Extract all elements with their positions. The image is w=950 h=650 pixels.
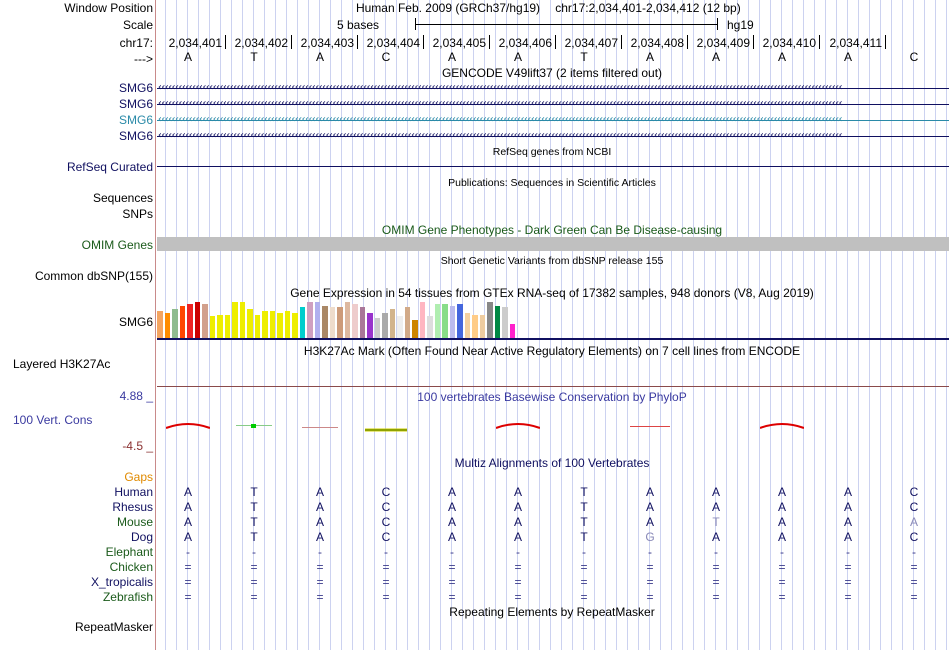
alignment-base: T xyxy=(580,485,588,499)
refseq-label[interactable]: RefSeq Curated xyxy=(66,160,153,174)
gtex-tissue-bar[interactable] xyxy=(195,302,201,338)
grid-line xyxy=(561,0,562,650)
refseq-gene-line[interactable] xyxy=(157,166,949,167)
gtex-tissue-bar[interactable] xyxy=(457,304,463,338)
alignment-base: A xyxy=(315,515,325,529)
alignment-base: = xyxy=(646,560,654,574)
alignment-base: = xyxy=(514,560,522,574)
publications-label-sequences[interactable]: Sequences xyxy=(92,191,153,205)
alignment-base: = xyxy=(712,575,720,589)
alignment-base: A xyxy=(777,530,787,544)
refseq-title: RefSeq genes from NCBI xyxy=(492,146,612,158)
alignment-base: = xyxy=(778,575,786,589)
gtex-tissue-bar[interactable] xyxy=(405,307,411,338)
gencode-track-label[interactable]: SMG6 xyxy=(118,113,153,127)
window-position-label: Window Position xyxy=(64,1,153,15)
position-label: 2,034,405 xyxy=(432,36,486,50)
gtex-tissue-bar[interactable] xyxy=(240,302,246,338)
gtex-tissue-bar[interactable] xyxy=(300,307,306,338)
grid-line xyxy=(858,0,859,650)
alignment-base: C xyxy=(909,500,919,514)
species-label[interactable]: Human xyxy=(114,485,153,499)
alignment-base: - xyxy=(714,545,718,559)
alignment-base: = xyxy=(910,590,918,604)
scale-bar-left-tick xyxy=(415,18,416,30)
alignment-base: - xyxy=(846,545,850,559)
alignment-base: A xyxy=(777,515,787,529)
reference-base: A xyxy=(447,50,457,64)
grid-line xyxy=(440,0,441,650)
grid-line xyxy=(869,0,870,650)
alignment-base: A xyxy=(315,485,325,499)
species-label[interactable]: Zebrafish xyxy=(102,590,153,604)
alignment-base: = xyxy=(844,590,852,604)
scale-label: Scale xyxy=(122,18,153,32)
gtex-tissue-bar[interactable] xyxy=(255,315,261,338)
alignment-base: = xyxy=(184,575,192,589)
alignment-base: T xyxy=(250,530,258,544)
gtex-tissue-bar[interactable] xyxy=(495,306,501,338)
omim-gene-bar[interactable] xyxy=(157,237,949,251)
gaps-label[interactable]: Gaps xyxy=(124,470,153,484)
alignment-base: A xyxy=(183,530,193,544)
conservation-max: 4.88 _ xyxy=(119,389,153,403)
assembly-name: Human Feb. 2009 (GRCh37/hg19) xyxy=(355,1,541,15)
alignment-base: = xyxy=(844,575,852,589)
position-label: 2,034,407 xyxy=(564,36,618,50)
reference-base: C xyxy=(381,50,391,64)
alignment-base: A xyxy=(315,530,325,544)
publications-title: Publications: Sequences in Scientific Articles xyxy=(448,177,656,189)
grid-line xyxy=(550,0,551,650)
species-label[interactable]: Dog xyxy=(130,530,153,544)
position-label: 2,034,403 xyxy=(300,36,354,50)
alignment-base: T xyxy=(712,515,720,529)
alignment-base: C xyxy=(381,485,391,499)
alignment-base: = xyxy=(382,590,390,604)
grid-line xyxy=(528,0,529,650)
scale-bar-right-tick xyxy=(717,18,718,30)
alignment-base: = xyxy=(250,575,258,589)
grid-line xyxy=(671,0,672,650)
position-label: 2,034,411 xyxy=(829,36,882,50)
gtex-tissue-bar[interactable] xyxy=(397,316,403,338)
reference-base: T xyxy=(580,50,588,64)
omim-label[interactable]: OMIM Genes xyxy=(81,238,153,252)
alignment-base: A xyxy=(843,500,853,514)
reference-base: C xyxy=(909,50,919,64)
alignment-base: A xyxy=(183,485,193,499)
repeatmasker-label[interactable]: RepeatMasker xyxy=(74,620,153,634)
gtex-tissue-bar[interactable] xyxy=(232,302,238,338)
grid-line xyxy=(605,0,606,650)
alignment-base: = xyxy=(778,590,786,604)
position-label: 2,034,409 xyxy=(696,36,750,50)
alignment-base: = xyxy=(910,560,918,574)
alignment-base: = xyxy=(580,575,588,589)
grid-line xyxy=(946,0,947,650)
grid-line xyxy=(770,0,771,650)
omim-title: OMIM Gene Phenotypes - Dark Green Can Be Disease-causing xyxy=(381,223,723,237)
reference-base: A xyxy=(513,50,523,64)
grid-line xyxy=(759,0,760,650)
alignment-base: A xyxy=(513,530,523,544)
gtex-tissue-bar[interactable] xyxy=(337,307,343,338)
alignment-base: A xyxy=(645,500,655,514)
alignment-base: C xyxy=(909,530,919,544)
alignment-base: = xyxy=(184,560,192,574)
alignment-base: A xyxy=(315,500,325,514)
gtex-tissue-bar[interactable] xyxy=(472,315,478,338)
alignment-base: = xyxy=(712,560,720,574)
grid-line xyxy=(814,0,815,650)
grid-line xyxy=(737,0,738,650)
alignment-base: = xyxy=(910,575,918,589)
grid-line xyxy=(935,0,936,650)
alignment-base: = xyxy=(514,590,522,604)
position-label: 2,034,408 xyxy=(630,36,684,50)
gencode-track-label[interactable]: SMG6 xyxy=(118,81,153,95)
position-tick xyxy=(885,35,886,49)
grid-line xyxy=(572,0,573,650)
grid-line xyxy=(660,0,661,650)
gtex-tissue-bar[interactable] xyxy=(450,306,456,338)
multiz-title: Multiz Alignments of 100 Vertebrates xyxy=(454,456,650,470)
grid-line xyxy=(924,0,925,650)
species-label[interactable]: Mouse xyxy=(116,515,153,529)
alignment-base: = xyxy=(316,575,324,589)
alignment-base: T xyxy=(250,515,258,529)
gtex-tissue-bar[interactable] xyxy=(412,320,418,338)
grid-line xyxy=(616,0,617,650)
grid-line xyxy=(792,0,793,650)
gtex-tissue-bar[interactable] xyxy=(292,313,298,338)
alignment-base: A xyxy=(183,500,193,514)
gtex-tissue-bar[interactable] xyxy=(427,316,433,338)
alignment-base: A xyxy=(447,515,457,529)
gtex-tissue-bar[interactable] xyxy=(420,302,426,338)
grid-line xyxy=(275,0,276,650)
alignment-base: - xyxy=(384,545,388,559)
gtex-tissue-bar[interactable] xyxy=(435,304,441,338)
alignment-base: A xyxy=(513,485,523,499)
alignment-base: - xyxy=(450,545,454,559)
position-label: 2,034,402 xyxy=(234,36,288,50)
alignment-base: - xyxy=(252,545,256,559)
position-label: 2,034,401 xyxy=(168,36,222,50)
gtex-label[interactable]: SMG6 xyxy=(118,315,153,329)
publications-label-snps[interactable]: SNPs xyxy=(122,207,153,221)
dbsnp-title: Short Genetic Variants from dbSNP release 155 xyxy=(440,255,664,267)
gtex-tissue-bar[interactable] xyxy=(157,311,163,338)
grid-line xyxy=(726,0,727,650)
alignment-base: A xyxy=(777,500,787,514)
grid-line xyxy=(539,0,540,650)
alignment-base: A xyxy=(183,515,193,529)
gtex-tissue-bar[interactable] xyxy=(442,304,448,338)
gtex-tissue-bar[interactable] xyxy=(367,313,373,338)
gtex-tissue-bar[interactable] xyxy=(172,309,178,338)
reference-base: A xyxy=(843,50,853,64)
repeatmasker-title: Repeating Elements by RepeatMasker xyxy=(449,605,655,619)
strand-chevrons: ‹‹‹‹‹‹‹‹‹‹‹‹‹‹‹‹‹‹‹‹‹‹‹‹‹‹‹‹‹‹‹‹‹‹‹‹‹‹‹‹‹‹‹‹‹‹‹‹‹‹‹‹‹‹‹‹‹‹‹‹‹‹‹‹‹‹‹‹‹‹‹‹‹‹‹‹‹‹‹‹‹‹‹‹‹‹‹‹‹‹‹‹‹‹‹‹‹‹‹‹‹‹‹‹‹‹‹‹‹‹‹‹‹‹‹‹‹‹‹‹‹‹‹‹‹‹‹‹‹‹‹‹‹‹‹‹‹‹‹‹‹‹‹‹‹‹‹‹‹‹‹‹‹‹‹‹‹‹‹‹‹‹‹‹‹‹‹‹‹‹‹‹‹‹‹‹‹‹‹‹‹‹‹‹‹‹‹‹‹‹‹‹‹‹‹‹‹‹‹‹ xyxy=(157,99,842,109)
scale-bases: 5 bases xyxy=(337,18,380,32)
reference-base: A xyxy=(645,50,655,64)
alignment-base: = xyxy=(250,590,258,604)
alignment-base: A xyxy=(447,485,457,499)
position-label: 2,034,410 xyxy=(762,36,816,50)
alignment-base: - xyxy=(780,545,784,559)
gtex-tissue-bar[interactable] xyxy=(277,313,283,338)
alignment-base: A xyxy=(513,500,523,514)
reference-base: A xyxy=(711,50,721,64)
species-label[interactable]: Elephant xyxy=(105,545,153,559)
alignment-base: A xyxy=(645,515,655,529)
position-label: 2,034,404 xyxy=(366,36,420,50)
window-position-value[interactable]: chr17:2,034,401-2,034,412 (12 bp) xyxy=(555,1,741,15)
alignment-base: A xyxy=(645,485,655,499)
conservation-title: 100 vertebrates Basewise Conservation by PhyloP xyxy=(417,390,687,404)
alignment-base: - xyxy=(582,545,586,559)
gencode-track-label[interactable]: SMG6 xyxy=(118,97,153,111)
alignment-base: = xyxy=(448,590,456,604)
gtex-tissue-bar[interactable] xyxy=(465,313,471,338)
alignment-base: A xyxy=(711,485,721,499)
scale-bar xyxy=(415,24,718,25)
reference-base: T xyxy=(250,50,258,64)
gtex-tissue-bar[interactable] xyxy=(382,313,388,338)
alignment-base: G xyxy=(645,530,655,544)
alignment-base: A xyxy=(843,530,853,544)
gencode-title: GENCODE V49lift37 (2 items filtered out) xyxy=(441,66,663,80)
h3k27ac-label[interactable]: Layered H3K27Ac xyxy=(13,357,111,371)
grid-line xyxy=(627,0,628,650)
alignment-base: = xyxy=(448,575,456,589)
gtex-tissue-bar[interactable] xyxy=(180,306,186,338)
gtex-tissue-bar[interactable] xyxy=(352,304,358,338)
alignment-base: C xyxy=(381,530,391,544)
gtex-tissue-bar[interactable] xyxy=(330,307,336,338)
strand-chevrons: ‹‹‹‹‹‹‹‹‹‹‹‹‹‹‹‹‹‹‹‹‹‹‹‹‹‹‹‹‹‹‹‹‹‹‹‹‹‹‹‹‹‹‹‹‹‹‹‹‹‹‹‹‹‹‹‹‹‹‹‹‹‹‹‹‹‹‹‹‹‹‹‹‹‹‹‹‹‹‹‹‹‹‹‹‹‹‹‹‹‹‹‹‹‹‹‹‹‹‹‹‹‹‹‹‹‹‹‹‹‹‹‹‹‹‹‹‹‹‹‹‹‹‹‹‹‹‹‹‹‹‹‹‹‹‹‹‹‹‹‹‹‹‹‹‹‹‹‹‹‹‹‹‹‹‹‹‹‹‹‹‹‹‹‹‹‹‹‹‹‹‹‹‹‹‹‹‹‹‹‹‹‹‹‹‹‹‹‹‹‹‹‹‹‹‹‹‹‹‹‹ xyxy=(157,115,842,125)
conservation-label[interactable]: 100 Vert. Cons xyxy=(13,413,93,427)
alignment-base: A xyxy=(843,515,853,529)
alignment-base: T xyxy=(580,500,588,514)
grid-line xyxy=(748,0,749,650)
gtex-tissue-bar[interactable] xyxy=(360,307,366,338)
gtex-tissue-bar[interactable] xyxy=(187,304,193,338)
alignment-base: T xyxy=(580,530,588,544)
alignment-base: C xyxy=(381,515,391,529)
alignment-base: T xyxy=(250,500,258,514)
h3k27ac-title: H3K27Ac Mark (Often Found Near Active Regulatory Elements) on 7 cell lines from ENCODE xyxy=(303,344,801,358)
grid-line xyxy=(825,0,826,650)
grid-line xyxy=(902,0,903,650)
species-label[interactable]: X_tropicalis xyxy=(90,575,153,589)
gtex-tissue-bar[interactable] xyxy=(262,311,268,338)
strand-chevrons: ‹‹‹‹‹‹‹‹‹‹‹‹‹‹‹‹‹‹‹‹‹‹‹‹‹‹‹‹‹‹‹‹‹‹‹‹‹‹‹‹‹‹‹‹‹‹‹‹‹‹‹‹‹‹‹‹‹‹‹‹‹‹‹‹‹‹‹‹‹‹‹‹‹‹‹‹‹‹‹‹‹‹‹‹‹‹‹‹‹‹‹‹‹‹‹‹‹‹‹‹‹‹‹‹‹‹‹‹‹‹‹‹‹‹‹‹‹‹‹‹‹‹‹‹‹‹‹‹‹‹‹‹‹‹‹‹‹‹‹‹‹‹‹‹‹‹‹‹‹‹‹‹‹‹‹‹‹‹‹‹‹‹‹‹‹‹‹‹‹‹‹‹‹‹‹‹‹‹‹‹‹‹‹‹‹‹‹‹‹‹‹‹‹‹‹‹‹‹‹‹ xyxy=(157,83,842,93)
alignment-base: C xyxy=(909,485,919,499)
dbsnp-label[interactable]: Common dbSNP(155) xyxy=(34,269,153,283)
alignment-base: = xyxy=(316,590,324,604)
alignment-base: T xyxy=(580,515,588,529)
alignment-base: = xyxy=(316,560,324,574)
gtex-title: Gene Expression in 54 tissues from GTEx RNA-seq of 17382 samples, 948 donors (V8, Aug 2019) xyxy=(290,286,814,300)
gtex-tissue-bar[interactable] xyxy=(270,311,276,338)
gtex-tissue-bar[interactable] xyxy=(487,302,493,338)
gtex-tissue-bar[interactable] xyxy=(502,307,508,338)
gtex-tissue-bar[interactable] xyxy=(390,309,396,338)
grid-line xyxy=(682,0,683,650)
grid-line xyxy=(880,0,881,650)
alignment-base: = xyxy=(382,560,390,574)
gtex-tissue-bar[interactable] xyxy=(315,302,321,338)
alignment-base: C xyxy=(381,500,391,514)
gtex-tissue-bar[interactable] xyxy=(345,302,351,338)
chrom-label: chr17: xyxy=(119,36,153,50)
gencode-track-label[interactable]: SMG6 xyxy=(118,129,153,143)
scale-db: hg19 xyxy=(727,18,754,32)
alignment-base: A xyxy=(843,485,853,499)
alignment-base: T xyxy=(250,485,258,499)
grid-line xyxy=(803,0,804,650)
species-label[interactable]: Rhesus xyxy=(112,500,153,514)
alignment-base: = xyxy=(646,590,654,604)
alignment-base: = xyxy=(844,560,852,574)
alignment-base: - xyxy=(912,545,916,559)
gtex-tissue-bar[interactable] xyxy=(217,315,223,338)
alignment-base: = xyxy=(712,590,720,604)
alignment-base: A xyxy=(711,500,721,514)
strand-chevrons: ‹‹‹‹‹‹‹‹‹‹‹‹‹‹‹‹‹‹‹‹‹‹‹‹‹‹‹‹‹‹‹‹‹‹‹‹‹‹‹‹‹‹‹‹‹‹‹‹‹‹‹‹‹‹‹‹‹‹‹‹‹‹‹‹‹‹‹‹‹‹‹‹‹‹‹‹‹‹‹‹‹‹‹‹‹‹‹‹‹‹‹‹‹‹‹‹‹‹‹‹‹‹‹‹‹‹‹‹‹‹‹‹‹‹‹‹‹‹‹‹‹‹‹‹‹‹‹‹‹‹‹‹‹‹‹‹‹‹‹‹‹‹‹‹‹‹‹‹‹‹‹‹‹‹‹‹‹‹‹‹‹‹‹‹‹‹‹‹‹‹‹‹‹‹‹‹‹‹‹‹‹‹‹‹‹‹‹‹‹‹‹‹‹‹‹‹‹‹‹‹ xyxy=(157,131,842,141)
grid-line xyxy=(594,0,595,650)
alignment-base: = xyxy=(184,590,192,604)
gtex-tissue-bar[interactable] xyxy=(225,315,231,338)
alignment-base: = xyxy=(580,560,588,574)
alignment-base: = xyxy=(382,575,390,589)
reference-base: A xyxy=(183,50,193,64)
alignment-base: A xyxy=(447,500,457,514)
gtex-tissue-bar[interactable] xyxy=(202,304,208,338)
alignment-base: A xyxy=(513,515,523,529)
gtex-tissue-bar[interactable] xyxy=(322,306,328,338)
grid-line xyxy=(638,0,639,650)
gtex-tissue-bar[interactable] xyxy=(307,302,313,338)
alignment-base: = xyxy=(250,560,258,574)
grid-line xyxy=(836,0,837,650)
alignment-base: A xyxy=(777,485,787,499)
species-label[interactable]: Chicken xyxy=(109,560,153,574)
gtex-tissue-bar[interactable] xyxy=(285,311,291,338)
grid-line xyxy=(704,0,705,650)
alignment-base: - xyxy=(516,545,520,559)
h3k27ac-line xyxy=(157,386,949,387)
alignment-base: - xyxy=(318,545,322,559)
alignment-base: = xyxy=(580,590,588,604)
gtex-tissue-bar[interactable] xyxy=(165,313,171,338)
strand-label: ---> xyxy=(134,52,153,66)
alignment-base: A xyxy=(909,515,919,529)
alignment-base: = xyxy=(646,575,654,589)
alignment-base: = xyxy=(778,560,786,574)
gtex-tissue-bar[interactable] xyxy=(480,315,486,338)
alignment-base: = xyxy=(448,560,456,574)
conservation-min: -4.5 _ xyxy=(122,439,153,453)
track-divider xyxy=(155,0,156,650)
alignment-base: - xyxy=(186,545,190,559)
alignment-base: - xyxy=(648,545,652,559)
alignment-base: A xyxy=(447,530,457,544)
gtex-tissue-bar[interactable] xyxy=(247,309,253,338)
alignment-base: = xyxy=(514,575,522,589)
gtex-tissue-bar[interactable] xyxy=(375,318,381,338)
grid-line xyxy=(693,0,694,650)
gtex-tissue-bar[interactable] xyxy=(510,324,516,338)
position-label: 2,034,406 xyxy=(498,36,552,50)
reference-base: A xyxy=(315,50,325,64)
alignment-base: A xyxy=(711,530,721,544)
gtex-tissue-bar[interactable] xyxy=(210,316,216,338)
grid-line xyxy=(891,0,892,650)
gtex-baseline xyxy=(157,338,949,340)
reference-base: A xyxy=(777,50,787,64)
